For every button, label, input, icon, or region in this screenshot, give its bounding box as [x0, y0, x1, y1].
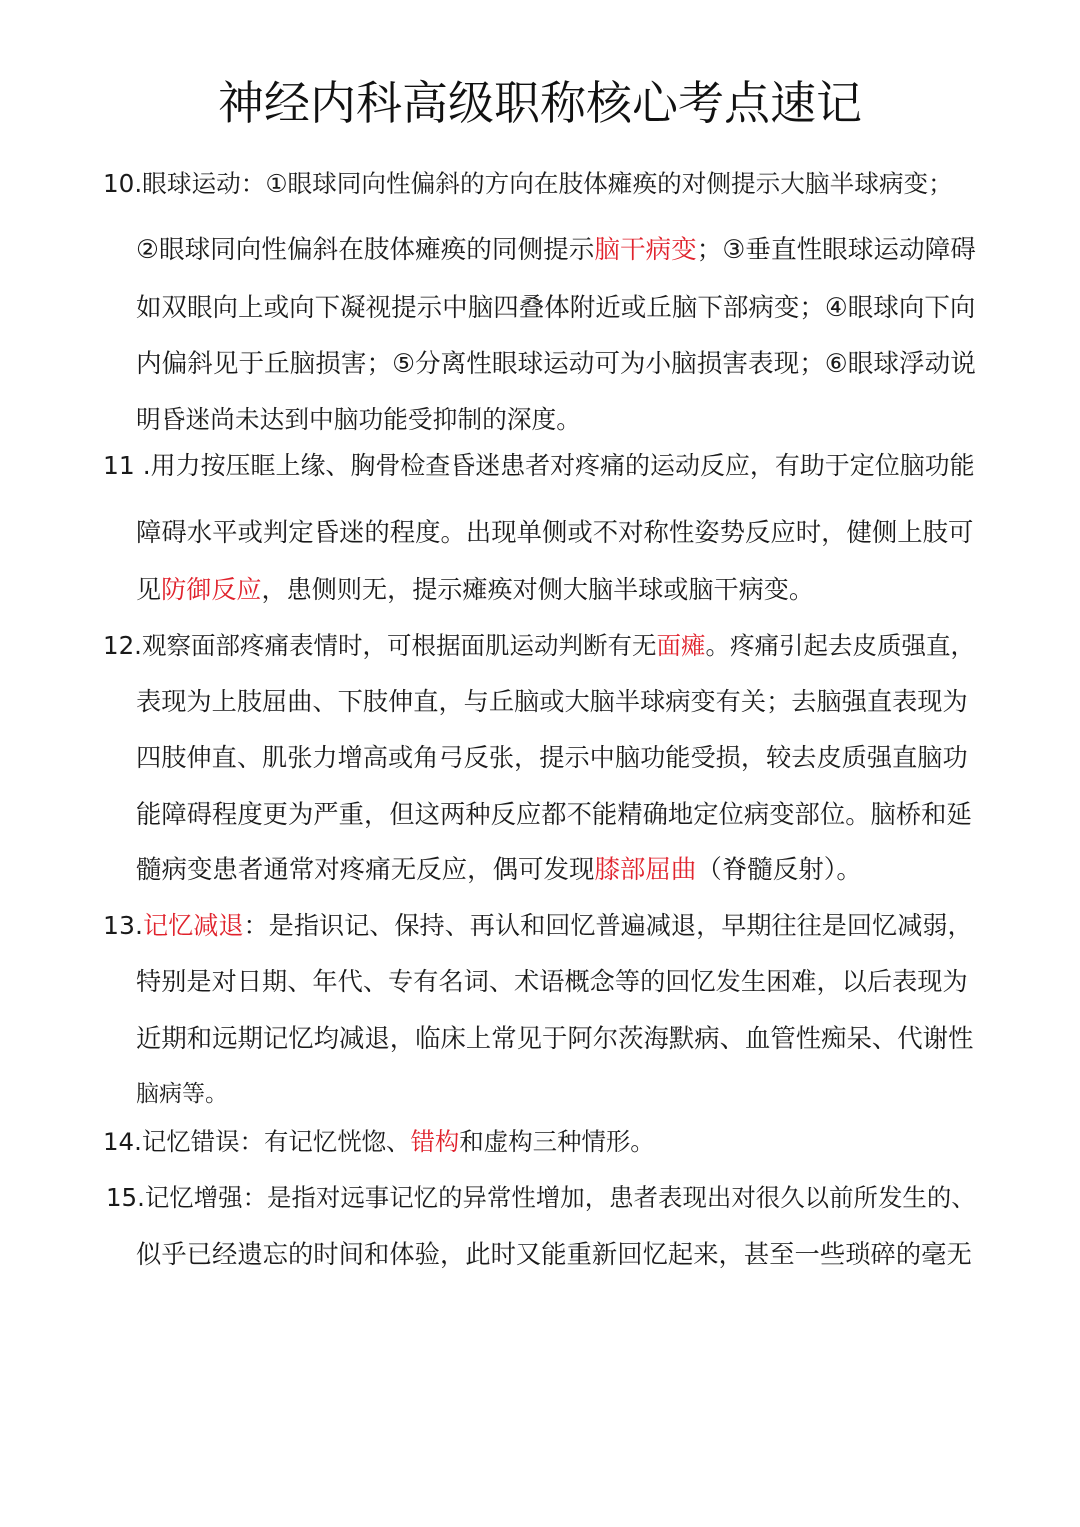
- text-line: [103, 164, 953, 204]
- text-line: [136, 230, 976, 270]
- text-segment: 特别是对日期、年代、专有名词、术语概念等的回忆发生困难，以后表现为: [136, 967, 968, 996]
- text-segment: 明昏迷尚未达到中脑功能受抑制的深度。: [136, 405, 581, 434]
- text-line: [136, 850, 862, 890]
- text-segment: 能障碍程度更为严重，但这两种反应都不能精确地定位病变部位。脑桥和延: [136, 799, 972, 829]
- text-line: [136, 1018, 973, 1058]
- highlighted-term: 面瘫: [656, 631, 706, 660]
- text-segment: ；③垂直性眼球运动障碍: [696, 235, 976, 265]
- text-segment: （脊髓反射）。: [696, 855, 862, 885]
- text-line: [136, 794, 972, 834]
- text-segment: 和虚构三种情形。: [459, 1127, 655, 1156]
- text-line: [103, 626, 975, 666]
- text-line: [136, 1234, 972, 1274]
- text-segment: 似乎已经遗忘的时间和体验，此时又能重新回忆起来，甚至一些琐碎的毫无: [136, 1239, 972, 1269]
- text-line: [106, 1178, 976, 1218]
- text-line: [136, 400, 581, 440]
- text-line: [136, 344, 976, 384]
- text-line: [136, 1074, 228, 1114]
- text-line: [136, 512, 973, 552]
- text-line: [136, 738, 968, 778]
- text-line: [136, 288, 975, 328]
- text-segment: 11 .用力按压眶上缘、胸骨检查昏迷患者对疼痛的运动反应，有助于定位脑功能: [103, 451, 975, 480]
- text-segment: 表现为上肢屈曲、下肢伸直，与丘脑或大脑半球病变有关；去脑强直表现为: [136, 687, 968, 716]
- highlighted-term: 错构: [410, 1127, 460, 1156]
- text-segment: 内偏斜见于丘脑损害；⑤分离性眼球运动可为小脑损害表现；⑥眼球浮动说: [136, 349, 976, 379]
- text-line: [103, 1122, 655, 1162]
- text-segment: 12.观察面部疼痛表情时，可根据面肌运动判断有无: [103, 631, 657, 660]
- text-segment: 。疼痛引起去皮质强直，: [705, 631, 975, 660]
- text-segment: ②眼球同向性偏斜在肢体瘫痪的同侧提示: [136, 235, 595, 265]
- text-segment: 10.眼球运动：①眼球同向性偏斜的方向在肢体瘫痪的对侧提示大脑半球病变；: [103, 169, 953, 198]
- text-segment: 障碍水平或判定昏迷的程度。出现单侧或不对称性姿势反应时，健侧上肢可: [136, 517, 974, 547]
- text-line: [136, 570, 814, 610]
- text-segment: ，患侧则无，提示瘫痪对侧大脑半球或脑干病变。: [261, 575, 814, 604]
- text-segment: 15.记忆增强：是指对远事记忆的异常性增加，患者表现出对很久以前所发生的、: [106, 1183, 976, 1212]
- highlighted-term: 脑干病变: [594, 235, 697, 265]
- text-segment: 脑病等。: [136, 1081, 228, 1107]
- text-segment: 14.记忆错误：有记忆恍惚、: [103, 1127, 411, 1156]
- text-segment: ：是指识记、保持、再认和回忆普遍减退，早期往往是回忆减弱，: [243, 911, 973, 940]
- text-line: [103, 446, 975, 486]
- page-title: 神经内科高级职称核心考点速记: [218, 76, 862, 130]
- text-line: [136, 962, 968, 1002]
- text-segment: 如双眼向上或向下凝视提示中脑四叠体附近或丘脑下部病变；④眼球向下向: [136, 293, 976, 323]
- text-segment: 13.: [103, 911, 143, 940]
- highlighted-term: 膝部屈曲: [594, 855, 697, 885]
- text-segment: 见: [136, 575, 162, 604]
- text-segment: 近期和远期记忆均减退，临床上常见于阿尔茨海默病、血管性痴呆、代谢性: [136, 1023, 974, 1053]
- text-segment: 四肢伸直、肌张力增高或角弓反张，提示中脑功能受损，较去皮质强直脑功: [136, 743, 968, 772]
- text-line: [136, 682, 968, 722]
- text-segment: 髓病变患者通常对疼痛无反应，偶可发现: [136, 855, 595, 885]
- highlighted-term: 防御反应: [161, 575, 262, 604]
- highlighted-term: 记忆减退: [142, 911, 244, 940]
- text-line: [103, 906, 973, 946]
